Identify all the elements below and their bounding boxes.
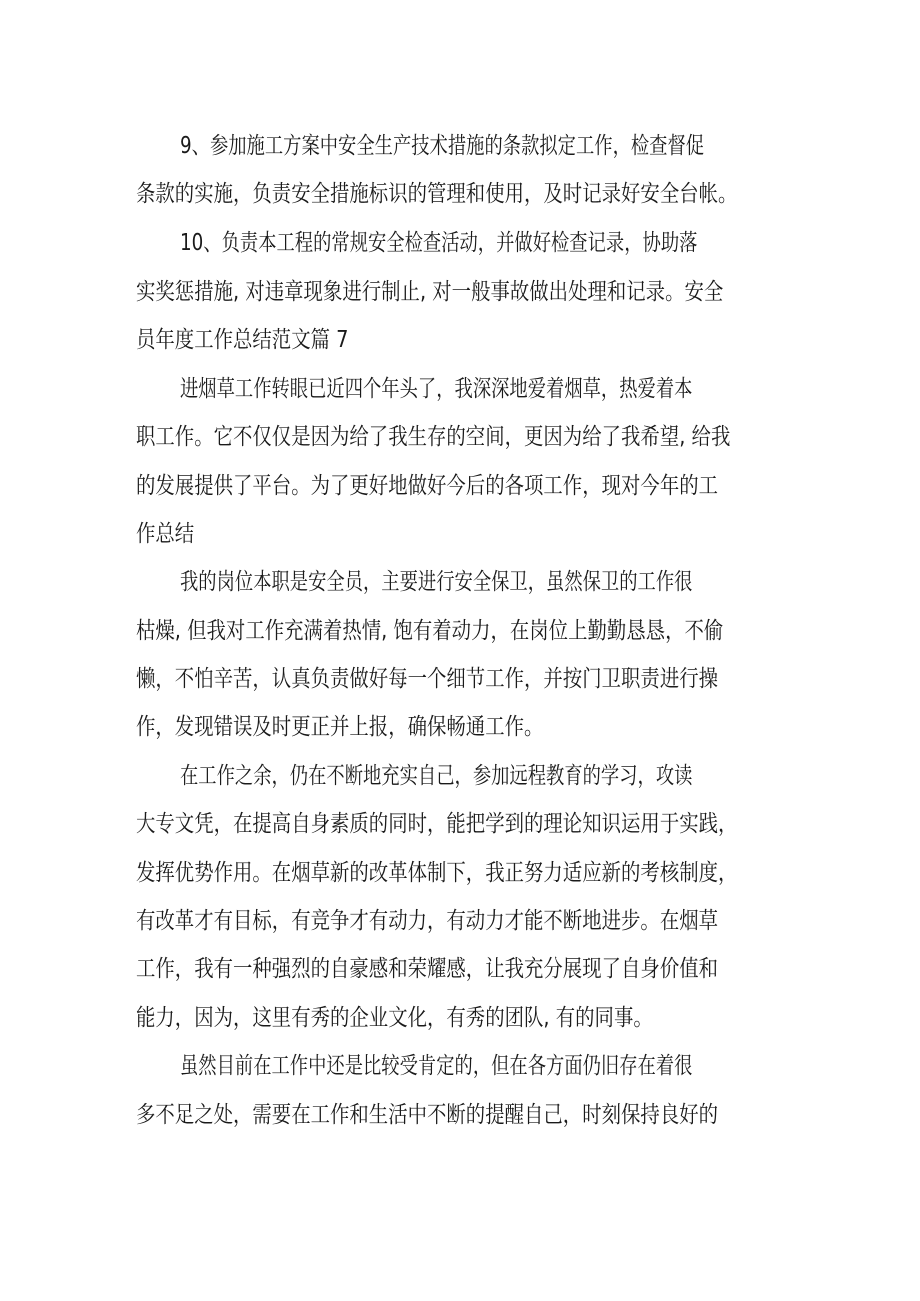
paragraph-5-line-3: 发挥优势作用。在烟草新的改革体制下，我正努力适应新的考核制度， (136, 860, 738, 886)
paragraph-2-line-1: 10、负责本工程的常规安全检查活动，并做好检查记录，协助落 (180, 230, 698, 256)
paragraph-4-line-1: 我的岗位本职是安全员，主要进行安全保卫，虽然保卫的工作很 (180, 569, 693, 595)
paragraph-4-line-4: 作，发现错误及时更正并上报，确保畅通工作。 (136, 714, 544, 740)
paragraph-2-line-2: 实奖惩措施, 对违章现象进行制止, 对一般事故做出处理和记录。安全 (136, 279, 724, 305)
paragraph-6-line-2: 多不足之处，需要在工作和生活中不断的提醒自己，时刻保持良好的 (136, 1102, 719, 1128)
paragraph-1-line-2: 条款的实施，负责安全措施标识的管理和使用，及时记录好安全台帐。 (136, 181, 738, 207)
paragraph-5-line-2: 大专文凭，在提高自身素质的同时，能把学到的理论知识运用于实践， (136, 811, 738, 837)
paragraph-3-line-1: 进烟草工作转眼已近四个年头了，我深深地爱着烟草，热爱着本 (180, 376, 693, 402)
paragraph-1-line-1: 9、参加施工方案中安全生产技术措施的条款拟定工作，检查督促 (180, 133, 705, 159)
paragraph-3-line-3: 的发展提供了平台。为了更好地做好今后的各项工作，现对今年的工 (136, 473, 719, 499)
paragraph-4-line-3: 懒，不怕辛苦，认真负责做好每一个细节工作，并按门卫职责进行操 (136, 666, 719, 692)
paragraph-5-line-1: 在工作之余，仍在不断地充实自己，参加远程教育的学习，攻读 (180, 763, 693, 789)
paragraph-5-line-6: 能力，因为，这里有秀的企业文化，有秀的团队, 有的同事。 (136, 1005, 653, 1031)
paragraph-6-line-1: 虽然目前在工作中还是比较受肯定的，但在各方面仍旧存在着很 (180, 1053, 693, 1079)
paragraph-3-line-4: 作总结 (136, 521, 195, 547)
paragraph-3-line-2: 职工作。它不仅仅是因为给了我生存的空间，更因为给了我希望, 给我 (136, 424, 731, 450)
paragraph-4-line-2: 枯燥, 但我对工作充满着热情, 饱有着动力，在岗位上勤勤恳恳，不偷 (136, 618, 724, 644)
paragraph-5-line-5: 工作，我有一种强烈的自豪感和荣耀感，让我充分展现了自身价值和 (136, 956, 719, 982)
paragraph-2-line-3: 员年度工作总结范文篇 7 (136, 327, 349, 353)
paragraph-5-line-4: 有改革才有目标，有竞争才有动力，有动力才能不断地进步。在烟草 (136, 908, 719, 934)
